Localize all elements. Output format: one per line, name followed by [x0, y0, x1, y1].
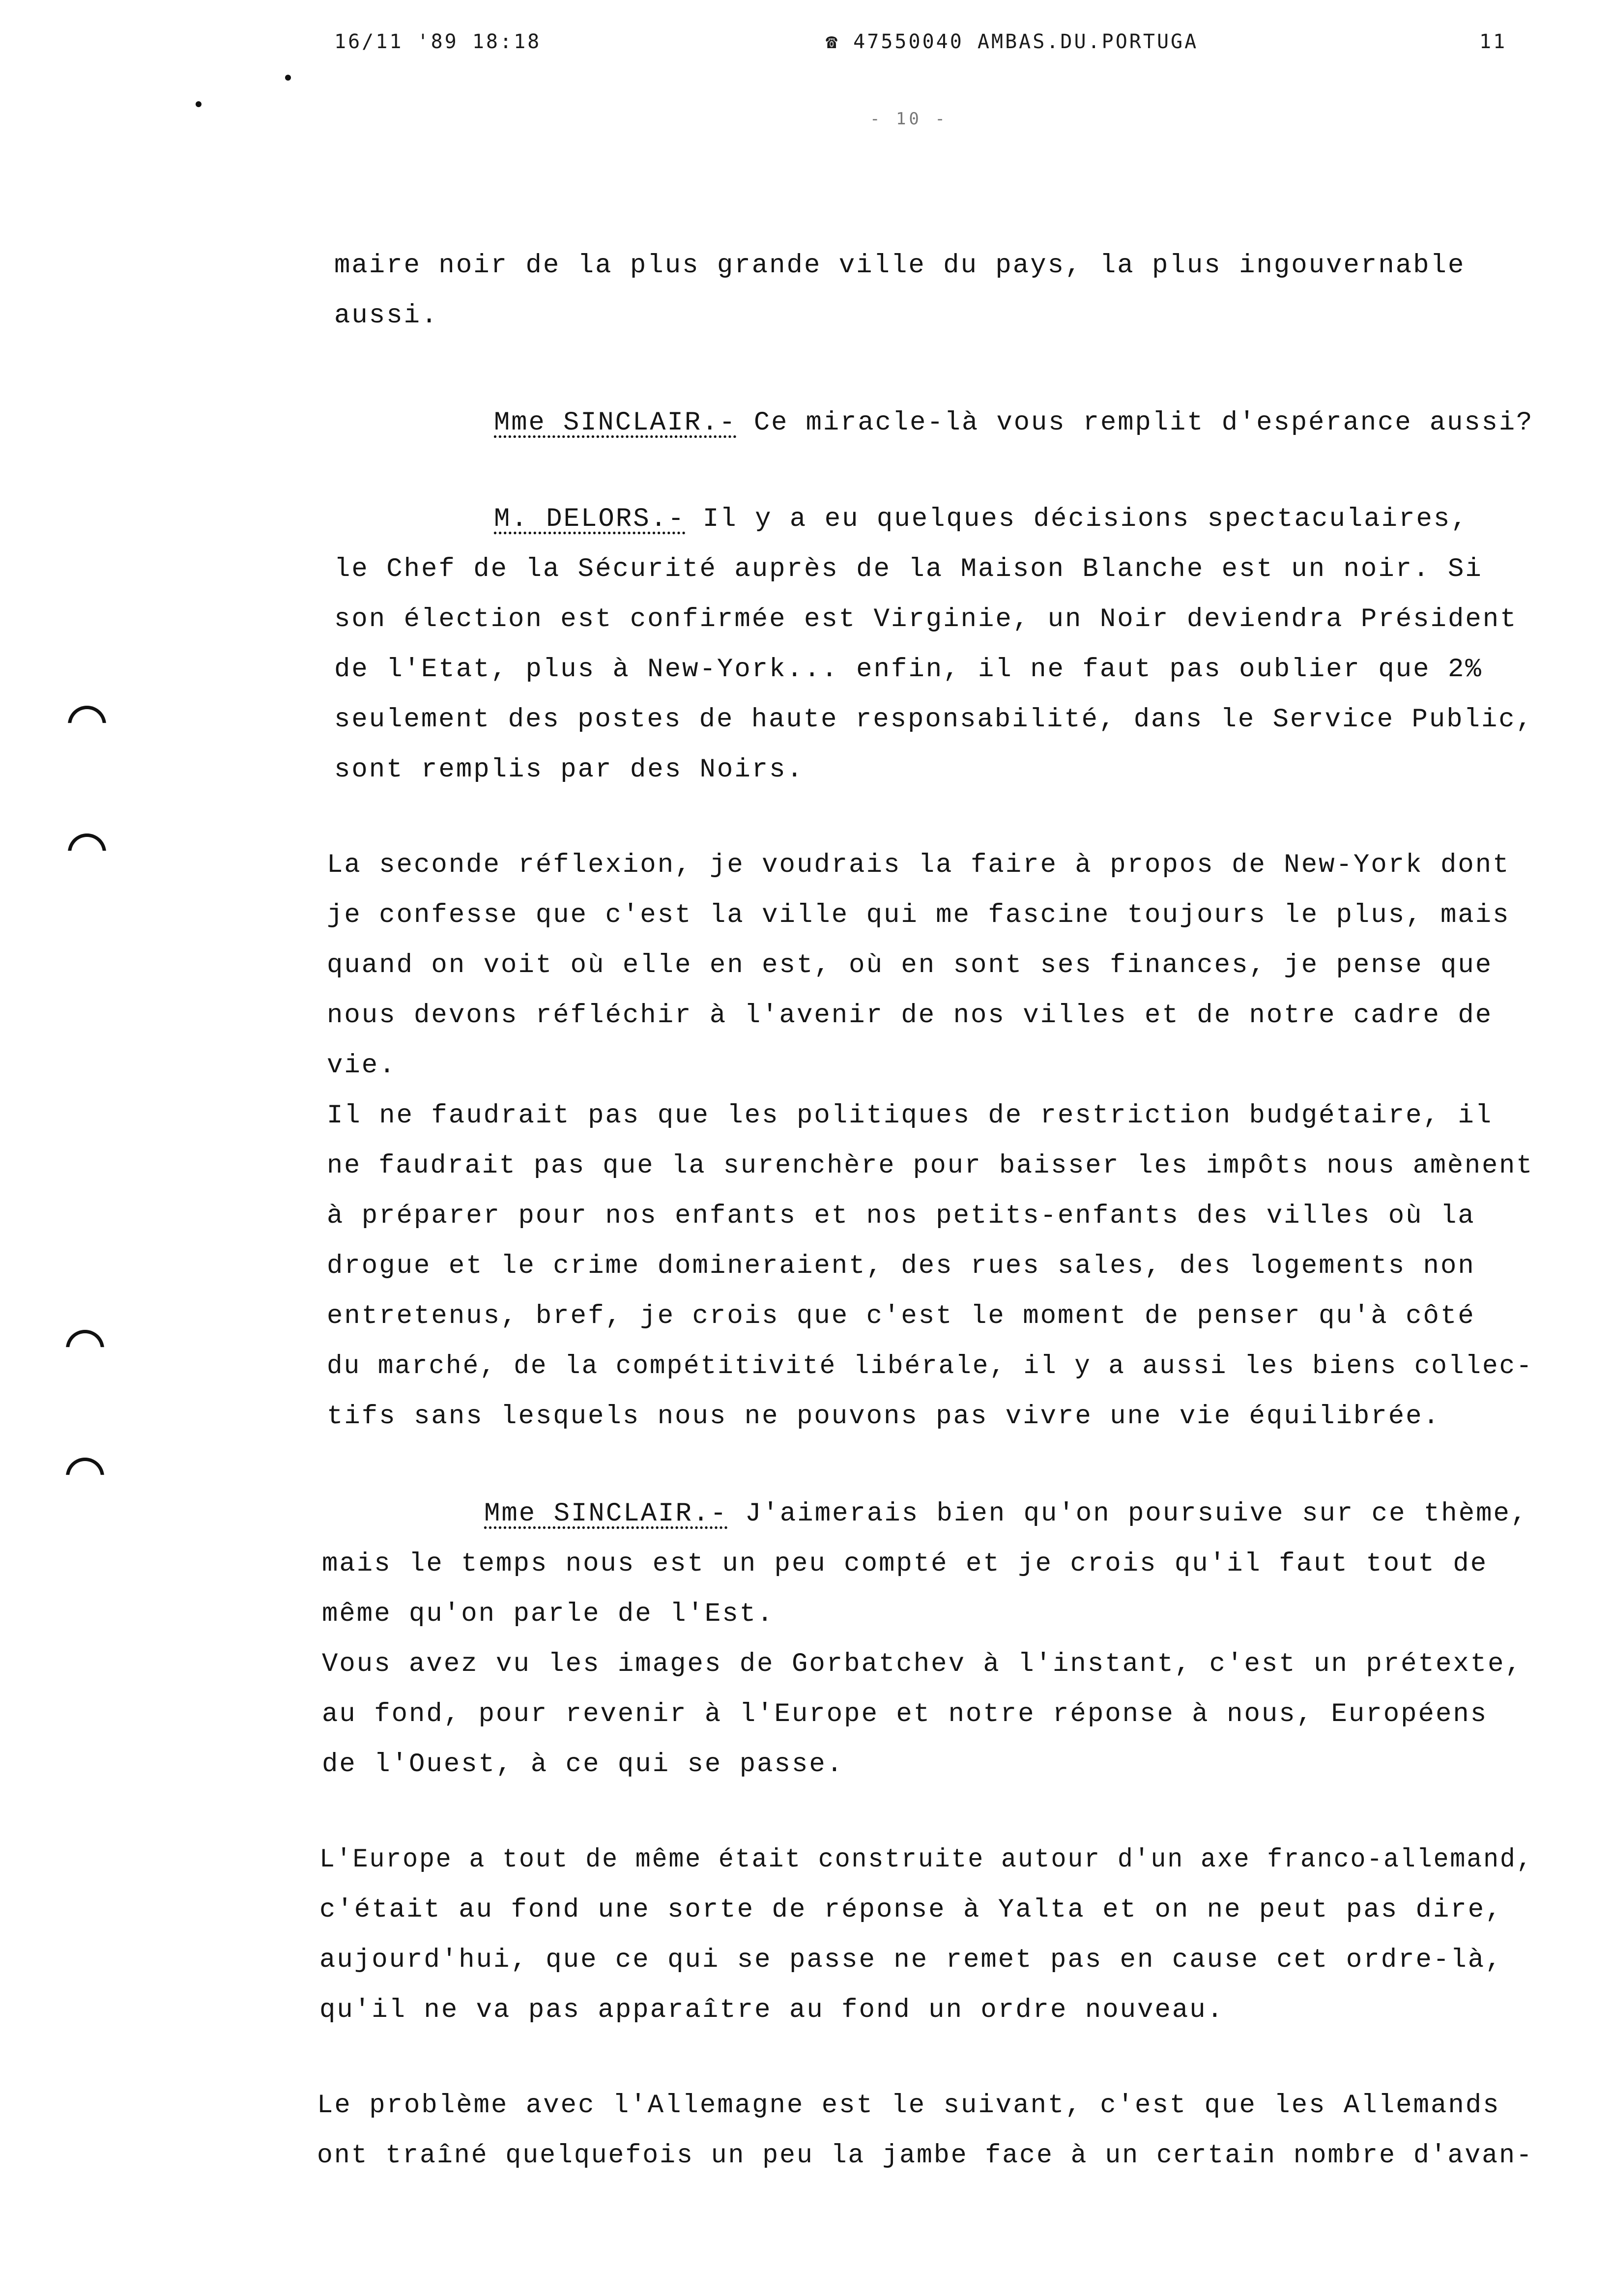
speech-text: Il y a eu quelques décisions spectaculaires, [702, 504, 1468, 534]
speaker-name: Mme SINCLAIR.- [494, 408, 737, 438]
text-line: de l'Ouest, à ce qui se passe. [322, 1750, 844, 1779]
text-line: son élection est confirmée est Virginie, un Noir deviendra Président [334, 604, 1518, 634]
text-line: du marché, de la compétitivité libérale, il y a aussi les biens collec- [327, 1351, 1533, 1381]
speaker-line [484, 1499, 1528, 1529]
text-line: aussi. [334, 301, 439, 331]
speaker-line [494, 408, 1533, 438]
text-line: de l'Etat, plus à New-York... enfin, il ne faut pas oublier que 2% [334, 655, 1483, 685]
text-line: drogue et le crime domineraient, des rues sales, des logements non [327, 1251, 1475, 1281]
text-line: à préparer pour nos enfants et nos petits-enfants des villes où la [327, 1201, 1475, 1231]
text-line: aujourd'hui, que ce qui se passe ne remet pas en cause cet ordre-là, [319, 1945, 1503, 1975]
text-line: mais le temps nous est un peu compté et je crois qu'il faut tout de [322, 1549, 1488, 1579]
text-line: entretenus, bref, je crois que c'est le moment de penser qu'à côté [327, 1301, 1475, 1331]
text-line: je confesse que c'est la ville qui me fascine toujours le plus, mais [327, 900, 1510, 930]
text-line: tifs sans lesquels nous ne pouvons pas vivre une vie équilibrée. [327, 1402, 1440, 1432]
speech-text: Ce miracle-là vous remplit d'espérance aussi? [753, 408, 1534, 438]
speaker-name: Mme SINCLAIR.- [484, 1499, 728, 1529]
speaker-line [494, 504, 1468, 534]
fax-page-number: 11 [1479, 30, 1507, 53]
text-line: ont traîné quelquefois un peu la jambe face à un certain nombre d'avan- [317, 2141, 1533, 2171]
page-number: - 10 - [870, 109, 948, 129]
text-line: La seconde réflexion, je voudrais la faire à propos de New-York dont [327, 850, 1510, 880]
text-line: au fond, pour revenir à l'Europe et notre réponse à nous, Européens [322, 1699, 1488, 1729]
text-line: même qu'on parle de l'Est. [322, 1599, 775, 1629]
text-line: Vous avez vu les images de Gorbatchev à l'instant, c'est un prétexte, [322, 1649, 1523, 1679]
text-line: maire noir de la plus grande ville du pays, la plus ingouvernable [334, 251, 1466, 281]
text-line: Le problème avec l'Allemagne est le suivant, c'est que les Allemands [317, 2091, 1500, 2121]
text-line: vie. [327, 1051, 397, 1081]
fax-date: 16/11 '89 18:18 [334, 30, 542, 53]
text-line: quand on voit où elle en est, où en sont ses finances, je pense que [327, 950, 1493, 980]
text-line: Il ne faudrait pas que les politiques de restriction budgétaire, il [327, 1101, 1493, 1131]
text-line: nous devons réfléchir à l'avenir de nos villes et de notre cadre de [327, 1001, 1493, 1031]
fax-number: ☎ 47550040 AMBAS.DU.PORTUGA [826, 30, 1199, 53]
text-line: sont remplis par des Noirs. [334, 755, 804, 785]
text-line: L'Europe a tout de même était construite autour d'un axe franco-allemand, [319, 1845, 1533, 1875]
text-line: seulement des postes de haute responsabilité, dans le Service Public, [334, 705, 1534, 735]
text-line: le Chef de la Sécurité auprès de la Maison Blanche est un noir. Si [334, 554, 1483, 584]
text-line: qu'il ne va pas apparaître au fond un ordre nouveau. [319, 1995, 1225, 2025]
text-line: ne faudrait pas que la surenchère pour baisser les impôts nous amènent [327, 1151, 1534, 1181]
speech-text: J'aimerais bien qu'on poursuive sur ce thème, [745, 1499, 1528, 1529]
text-line: c'était au fond une sorte de réponse à Yalta et on ne peut pas dire, [319, 1895, 1503, 1925]
speaker-name: M. DELORS.- [494, 504, 686, 534]
